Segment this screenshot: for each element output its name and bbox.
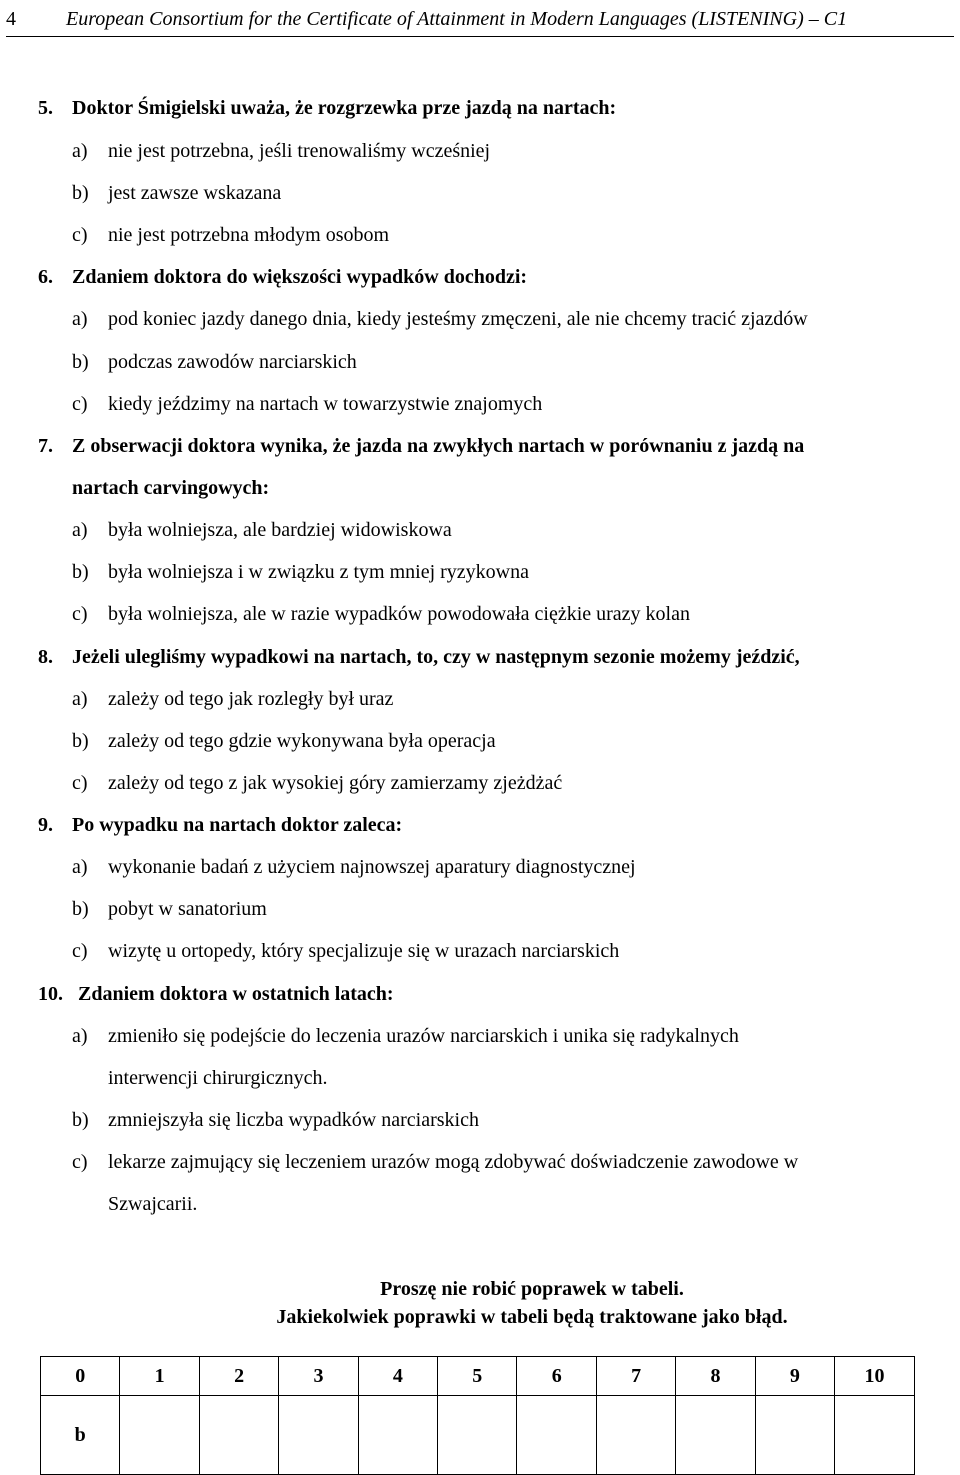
option-text: zmniejszyła się liczba wypadków narciarskich bbox=[108, 1109, 479, 1131]
option-text: pobyt w sanatorium bbox=[108, 898, 267, 920]
option-label: a) bbox=[72, 856, 88, 878]
option-label: a) bbox=[72, 140, 88, 162]
page-number: 4 bbox=[6, 8, 16, 30]
option-text: kiedy jeździmy na nartach w towarzystwie znajomych bbox=[108, 393, 543, 415]
page-header bbox=[6, 2, 954, 37]
answer-cell[interactable] bbox=[358, 1396, 437, 1475]
answer-cell[interactable]: b bbox=[41, 1396, 120, 1475]
question-text: Zdaniem doktora do większości wypadków dochodzi: bbox=[72, 266, 528, 288]
answer-cell[interactable] bbox=[835, 1396, 915, 1475]
question-number: 7. bbox=[38, 435, 53, 457]
option-text: wykonanie badań z użyciem najnowszej aparatury diagnostycznej bbox=[108, 856, 636, 878]
option-text: nie jest potrzebna, jeśli trenowaliśmy wcześniej bbox=[108, 140, 491, 162]
answer-cell[interactable] bbox=[438, 1396, 517, 1475]
answer-number-cell: 0 bbox=[41, 1357, 120, 1396]
option-label: b) bbox=[72, 182, 89, 204]
question-number: 9. bbox=[38, 814, 53, 836]
answer-number-cell: 2 bbox=[199, 1357, 278, 1396]
option-text: zależy od tego jak rozległy był uraz bbox=[108, 688, 394, 710]
option-label: c) bbox=[72, 393, 88, 415]
notice-line-1: Proszę nie robić poprawek w tabeli. bbox=[380, 1278, 684, 1300]
answer-cell[interactable] bbox=[199, 1396, 278, 1475]
answer-cell[interactable] bbox=[755, 1396, 834, 1475]
question-text: Jeżeli ulegliśmy wypadkowi na nartach, to, czy w następnym sezonie możemy jeździć, bbox=[72, 646, 800, 668]
option-text-continued: interwencji chirurgicznych. bbox=[108, 1067, 328, 1089]
option-text: lekarze zajmujący się leczeniem urazów mogą zdobywać doświadczenie zawodowe w bbox=[108, 1151, 799, 1173]
answer-number-cell: 5 bbox=[438, 1357, 517, 1396]
option-text: wizytę u ortopedy, który specjalizuje się w urazach narciarskich bbox=[108, 940, 620, 962]
option-text: zmieniło się podejście do leczenia urazów narciarskich i unika się radykalnych bbox=[108, 1025, 739, 1047]
question-text: Po wypadku na nartach doktor zaleca: bbox=[72, 814, 403, 836]
option-label: a) bbox=[72, 1025, 88, 1047]
option-label: a) bbox=[72, 519, 88, 541]
answer-table bbox=[40, 1356, 915, 1475]
option-label: a) bbox=[72, 688, 88, 710]
option-text: podczas zawodów narciarskich bbox=[108, 351, 357, 373]
answer-number-cell: 7 bbox=[596, 1357, 675, 1396]
answer-number-cell: 10 bbox=[835, 1357, 915, 1396]
notice-line-2: Jakiekolwiek poprawki w tabeli będą traktowane jako błąd. bbox=[276, 1306, 788, 1328]
option-text-continued: Szwajcarii. bbox=[108, 1193, 198, 1215]
answer-cell[interactable] bbox=[279, 1396, 358, 1475]
option-label: a) bbox=[72, 308, 88, 330]
option-label: c) bbox=[72, 603, 88, 625]
option-label: b) bbox=[72, 561, 89, 583]
answer-cell[interactable] bbox=[120, 1396, 199, 1475]
question-number: 10. bbox=[38, 983, 63, 1005]
option-text: nie jest potrzebna młodym osobom bbox=[108, 224, 390, 246]
question-text-continued: nartach carvingowych: bbox=[72, 477, 270, 499]
option-label: c) bbox=[72, 224, 88, 246]
answer-cell[interactable] bbox=[596, 1396, 675, 1475]
option-text: zależy od tego z jak wysokiej góry zamierzamy zjeżdżać bbox=[108, 772, 563, 794]
answer-number-cell: 1 bbox=[120, 1357, 199, 1396]
option-label: c) bbox=[72, 940, 88, 962]
question-text: Z obserwacji doktora wynika, że jazda na zwykłych nartach w porównaniu z jazdą na bbox=[72, 435, 805, 457]
option-text: jest zawsze wskazana bbox=[108, 182, 282, 204]
question-number: 8. bbox=[38, 646, 53, 668]
option-text: pod koniec jazdy danego dnia, kiedy jesteśmy zmęczeni, ale nie chcemy tracić zjazdów bbox=[108, 308, 808, 330]
option-label: b) bbox=[72, 730, 89, 752]
question-text: Doktor Śmigielski uważa, że rozgrzewka prze jazdą na nartach: bbox=[72, 97, 617, 119]
answer-cell[interactable] bbox=[517, 1396, 596, 1475]
option-label: c) bbox=[72, 772, 88, 794]
question-text: Zdaniem doktora w ostatnich latach: bbox=[78, 983, 394, 1005]
option-label: c) bbox=[72, 1151, 88, 1173]
option-text: zależy od tego gdzie wykonywana była operacja bbox=[108, 730, 496, 752]
option-text: była wolniejsza, ale bardziej widowiskowa bbox=[108, 519, 452, 541]
answer-number-cell: 8 bbox=[676, 1357, 755, 1396]
answer-number-cell: 9 bbox=[755, 1357, 834, 1396]
header-title: European Consortium for the Certificate of Attainment in Modern Languages (LISTENING) – C1 bbox=[66, 8, 848, 30]
option-text: była wolniejsza i w związku z tym mniej ryzykowna bbox=[108, 561, 529, 583]
option-label: b) bbox=[72, 898, 89, 920]
question-number: 5. bbox=[38, 97, 53, 119]
option-label: b) bbox=[72, 351, 89, 373]
answer-cell[interactable] bbox=[676, 1396, 755, 1475]
answer-table-numbers-row bbox=[41, 1357, 915, 1396]
option-label: b) bbox=[72, 1109, 89, 1131]
answer-number-cell: 6 bbox=[517, 1357, 596, 1396]
option-text: była wolniejsza, ale w razie wypadków powodowała ciężkie urazy kolan bbox=[108, 603, 690, 625]
question-number: 6. bbox=[38, 266, 53, 288]
answer-number-cell: 4 bbox=[358, 1357, 437, 1396]
answer-number-cell: 3 bbox=[279, 1357, 358, 1396]
answer-table-answers-row bbox=[41, 1396, 915, 1475]
